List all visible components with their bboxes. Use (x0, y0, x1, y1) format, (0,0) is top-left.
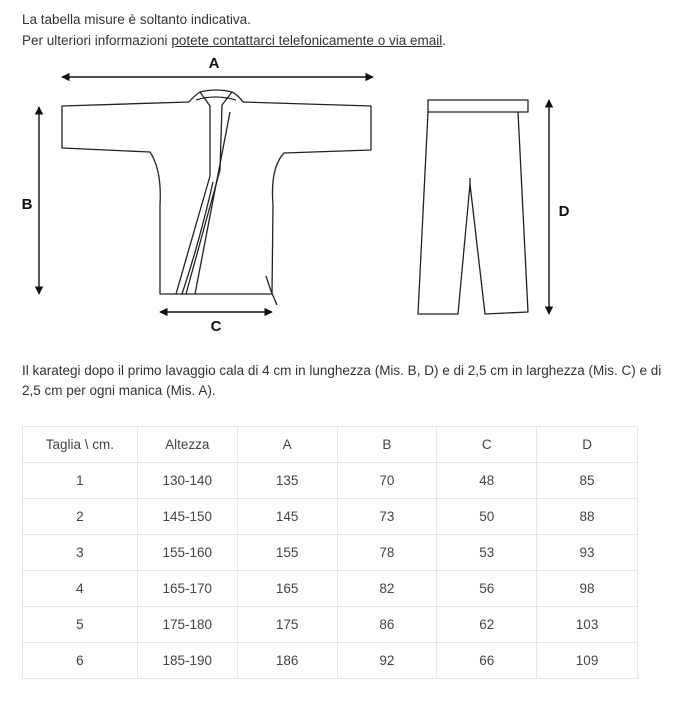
cell-d: 103 (537, 607, 638, 643)
label-d: D (558, 203, 570, 220)
cell-a: 186 (237, 643, 337, 679)
header-height: Altezza (137, 427, 237, 463)
header-size: Taglia \ cm. (23, 427, 138, 463)
cell-size: 4 (23, 571, 138, 607)
size-table (22, 426, 638, 679)
cell-b: 82 (337, 571, 437, 607)
cell-height: 145-150 (137, 499, 237, 535)
cell-a: 165 (237, 571, 337, 607)
cell-d: 98 (537, 571, 638, 607)
label-c: C (210, 318, 222, 335)
cell-height: 130-140 (137, 463, 237, 499)
table-row (23, 499, 638, 535)
cell-b: 92 (337, 643, 437, 679)
table-row (23, 607, 638, 643)
cell-b: 73 (337, 499, 437, 535)
cell-size: 2 (23, 499, 138, 535)
cell-d: 109 (537, 643, 638, 679)
cell-d: 93 (537, 535, 638, 571)
header-b: B (337, 427, 437, 463)
cell-b: 78 (337, 535, 437, 571)
header-c: C (437, 427, 537, 463)
table-row (23, 643, 638, 679)
cell-height: 185-190 (137, 643, 237, 679)
contact-link[interactable]: potete contattarci telefonicamente o via email (171, 33, 443, 48)
karategi-diagram (0, 0, 674, 340)
cell-c: 53 (437, 535, 537, 571)
cell-size: 6 (23, 643, 138, 679)
cell-c: 50 (437, 499, 537, 535)
table-row (23, 535, 638, 571)
cell-b: 86 (337, 607, 437, 643)
header-d: D (537, 427, 638, 463)
cell-a: 145 (237, 499, 337, 535)
cell-d: 85 (537, 463, 638, 499)
cell-b: 70 (337, 463, 437, 499)
cell-d: 88 (537, 499, 638, 535)
cell-a: 155 (237, 535, 337, 571)
table-row (23, 463, 638, 499)
jacket-illustration (62, 90, 371, 305)
cell-a: 175 (237, 607, 337, 643)
cell-c: 56 (437, 571, 537, 607)
cell-height: 155-160 (137, 535, 237, 571)
cell-height: 175-180 (137, 607, 237, 643)
label-a: A (208, 55, 220, 72)
table-row (23, 571, 638, 607)
cell-height: 165-170 (137, 571, 237, 607)
pants-illustration (418, 100, 528, 314)
cell-size: 5 (23, 607, 138, 643)
label-b: B (21, 196, 33, 213)
table-header-row (23, 427, 638, 463)
contact-prefix: Per ulteriori informazioni (22, 33, 172, 48)
cell-c: 66 (437, 643, 537, 679)
cell-c: 62 (437, 607, 537, 643)
header-a: A (237, 427, 337, 463)
cell-size: 1 (23, 463, 138, 499)
cell-c: 48 (437, 463, 537, 499)
disclaimer-line: La tabella misure è soltanto indicativa. (22, 12, 251, 27)
contact-suffix: . (442, 33, 446, 48)
cell-size: 3 (23, 535, 138, 571)
cell-a: 135 (237, 463, 337, 499)
shrinkage-note: Il karategi dopo il primo lavaggio cala di 4 cm in lunghezza (Mis. B, D) e di 2,5 cm in larghezza (Mis. C) e di 2,5 cm per ogni manica (Mis. A). (22, 363, 662, 398)
